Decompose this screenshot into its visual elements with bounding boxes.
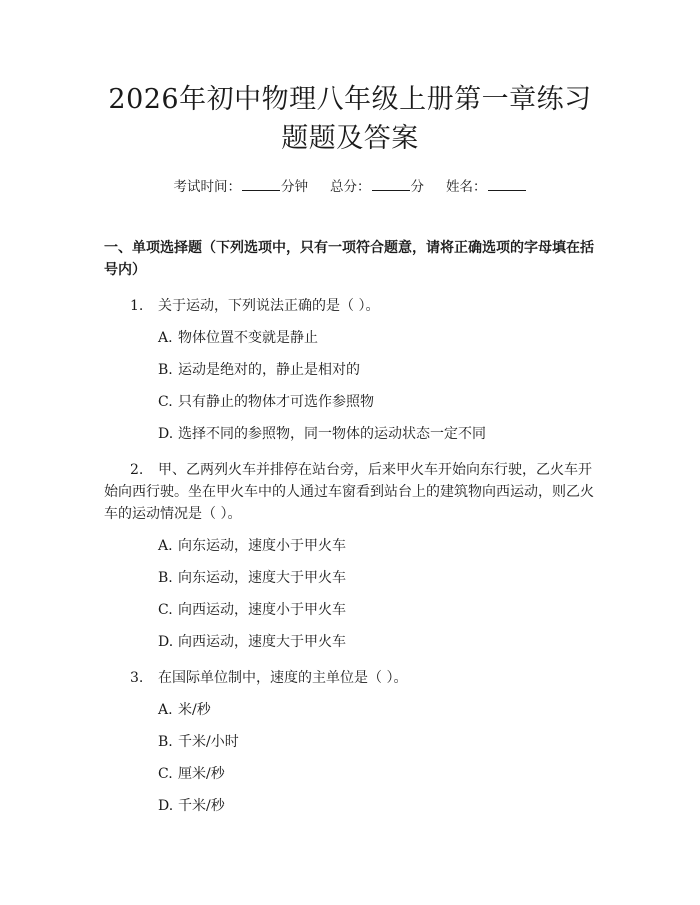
option-letter: B. [158, 570, 173, 586]
question-number: 2. [130, 462, 144, 478]
question-text: 关于运动，下列说法正确的是（ ）。 [158, 298, 380, 314]
question-2 [104, 459, 596, 525]
option-item [104, 731, 596, 753]
option-text: 选择不同的参照物，同一物体的运动状态一定不同 [178, 426, 486, 442]
student-name-label: 姓名： [446, 179, 487, 195]
exam-info-line [104, 177, 596, 197]
option-letter: D. [158, 634, 174, 650]
option-text: 向西运动，速度大于甲火车 [178, 634, 346, 650]
option-text: 向东运动，速度大于甲火车 [178, 570, 346, 586]
option-text: 千米/秒 [178, 798, 225, 814]
option-item [104, 567, 596, 589]
option-letter: D. [158, 798, 174, 814]
student-name-blank [488, 177, 526, 191]
option-text: 米/秒 [178, 702, 211, 718]
option-letter: D. [158, 426, 174, 442]
question-text: 甲、乙两列火车并排停在站台旁，后来甲火车开始向东行驶，乙火车开始向西行驶。坐在甲火车中的人通过车窗看到站台上的建筑物向西运动，则乙火车的运动情况是（ ）。 [104, 462, 594, 522]
exam-time-label: 考试时间： [173, 179, 241, 195]
question-text: 在国际单位制中，速度的主单位是（ ）。 [158, 670, 408, 686]
option-item [104, 359, 596, 381]
option-letter: A. [158, 330, 173, 346]
option-item [104, 599, 596, 621]
option-item [104, 763, 596, 785]
option-letter: C. [158, 602, 173, 618]
option-item [104, 699, 596, 721]
total-score-unit: 分 [410, 179, 424, 195]
document-title: 2026年初中物理八年级上册第一章练习题题及答案 [108, 84, 592, 154]
question-number: 3. [130, 670, 144, 686]
exam-time-unit: 分钟 [281, 179, 308, 195]
option-item [104, 795, 596, 817]
question-3 [104, 667, 596, 689]
option-text: 只有静止的物体才可选作参照物 [178, 394, 374, 410]
section-heading: 一、单项选择题（下列选项中，只有一项符合题意，请将正确选项的字母填在括号内） [104, 240, 594, 278]
option-text: 运动是绝对的，静止是相对的 [178, 362, 360, 378]
option-text: 向西运动，速度小于甲火车 [178, 602, 346, 618]
option-text: 厘米/秒 [178, 766, 225, 782]
question-1 [104, 295, 596, 317]
option-item [104, 423, 596, 445]
option-text: 千米/小时 [178, 734, 239, 750]
question-number: 1. [130, 298, 144, 314]
option-item [104, 327, 596, 349]
total-score-label: 总分： [330, 179, 371, 195]
option-letter: B. [158, 362, 173, 378]
option-text: 向东运动，速度小于甲火车 [178, 538, 346, 554]
option-text: 物体位置不变就是静止 [178, 330, 318, 346]
option-letter: C. [158, 766, 173, 782]
option-item [104, 391, 596, 413]
total-score-blank [372, 177, 410, 191]
option-letter: B. [158, 734, 173, 750]
option-letter: C. [158, 394, 173, 410]
option-letter: A. [158, 538, 173, 554]
option-item [104, 535, 596, 557]
exam-time-blank [242, 177, 280, 191]
option-item [104, 631, 596, 653]
option-letter: A. [158, 702, 173, 718]
